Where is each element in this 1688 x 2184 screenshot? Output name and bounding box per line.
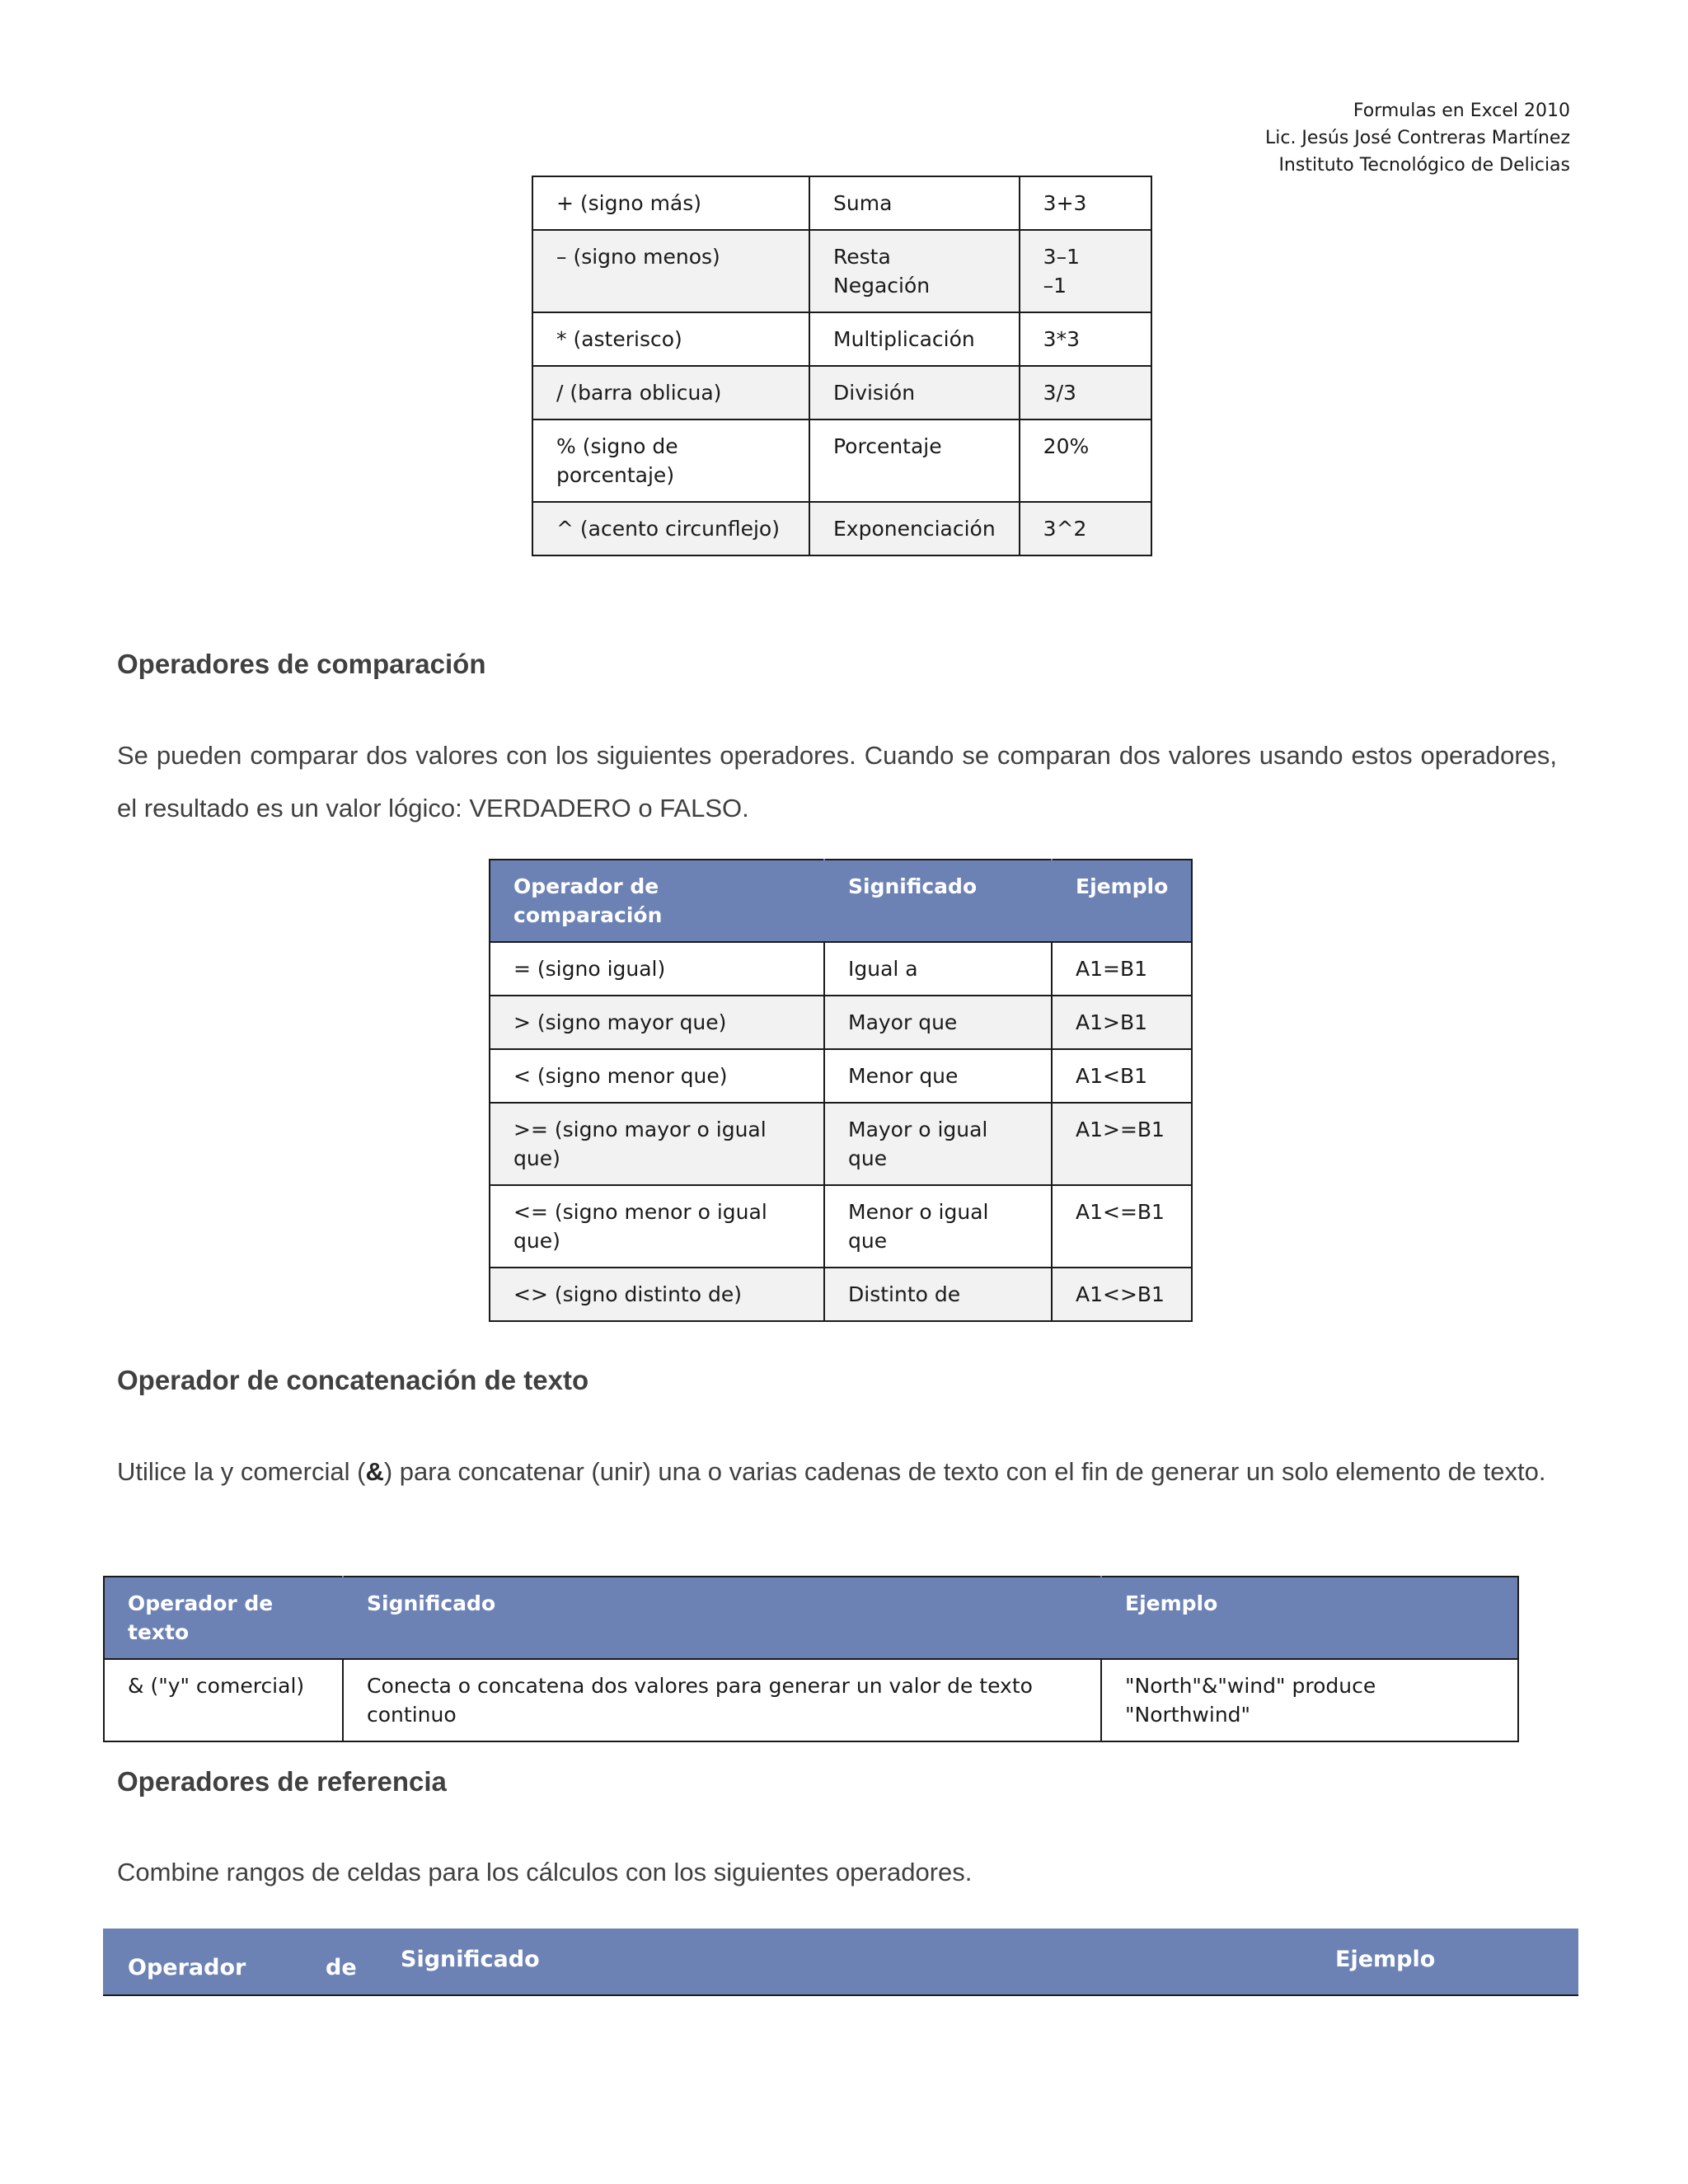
comparison-row xyxy=(490,996,1192,1049)
concat-cell-operator: & ("y" comercial) xyxy=(104,1659,343,1741)
comparison-cell-text: >= (signo mayor o igual que) xyxy=(513,1118,767,1170)
arith-cell-text: Negación xyxy=(833,274,931,298)
arith-cell-text: ^ (acento circunflejo) xyxy=(556,517,780,541)
arith-cell xyxy=(532,176,809,230)
reference-heading: Operadores de referencia xyxy=(117,1766,447,1797)
arith-row xyxy=(532,502,1151,555)
comparison-cell xyxy=(490,1103,824,1185)
header-institution: Instituto Tecnológico de Delicias xyxy=(1278,155,1570,176)
arith-cell-text: * (asterisco) xyxy=(556,327,682,351)
comparison-cell-text: = (signo igual) xyxy=(513,957,666,981)
arith-tbody xyxy=(532,176,1151,555)
comparison-cell-text: Distinto de xyxy=(848,1282,961,1306)
comparison-operators-table xyxy=(489,859,1193,1322)
comparison-cell xyxy=(490,1049,824,1103)
comparison-cell xyxy=(824,1268,1052,1321)
comparison-cell-text: > (signo mayor que) xyxy=(513,1010,727,1034)
arith-cell xyxy=(532,502,809,555)
arith-row xyxy=(532,366,1151,419)
comparison-cell xyxy=(1052,1185,1192,1268)
comparison-cell-text: A1>B1 xyxy=(1076,1010,1148,1034)
reference-header-de: de xyxy=(326,1955,357,1980)
arith-cell-text: –1 xyxy=(1043,274,1067,298)
arith-cell xyxy=(532,419,809,502)
concat-cell-meaning: Conecta o concatena dos valores para generar un valor de texto continuo xyxy=(343,1659,1101,1741)
comparison-heading: Operadores de comparación xyxy=(117,649,486,679)
comparison-cell-text: <> (signo distinto de) xyxy=(513,1282,743,1306)
arith-cell xyxy=(809,176,1020,230)
header-author: Lic. Jesús José Contreras Martínez xyxy=(1264,128,1570,148)
arith-cell xyxy=(1020,176,1151,230)
comparison-row xyxy=(490,1049,1192,1103)
comparison-row xyxy=(490,1268,1192,1321)
arith-cell-text: 3*3 xyxy=(1043,327,1080,351)
concat-header-operator: Operador de texto xyxy=(104,1577,343,1659)
comparison-cell xyxy=(1052,1103,1192,1185)
comparison-cell xyxy=(1052,996,1192,1049)
comparison-cell xyxy=(1052,1049,1192,1103)
arithmetic-operators-table xyxy=(532,176,1152,556)
comparison-cell-text: A1>=B1 xyxy=(1076,1118,1165,1141)
concat-operator-table xyxy=(103,1576,1519,1742)
reference-header-example: Ejemplo xyxy=(1335,1947,1436,1972)
reference-operators-table-header xyxy=(103,1929,1578,1996)
arith-cell-text: 3–1 xyxy=(1043,245,1080,269)
ampersand-bold: & xyxy=(365,1457,384,1486)
comparison-cell-text: A1<>B1 xyxy=(1076,1282,1165,1306)
concat-header-example: Ejemplo xyxy=(1101,1577,1518,1659)
arith-cell-text: + (signo más) xyxy=(556,191,702,215)
comparison-cell-text: Menor que xyxy=(848,1064,959,1088)
concat-heading: Operador de concatenación de texto xyxy=(117,1365,589,1395)
comparison-cell-text: A1=B1 xyxy=(1076,957,1148,981)
comparison-cell xyxy=(824,996,1052,1049)
comparison-tbody xyxy=(490,942,1192,1321)
arith-cell-text: – (signo menos) xyxy=(556,245,720,269)
comparison-row xyxy=(490,1103,1192,1185)
concat-header-meaning: Significado xyxy=(343,1577,1101,1659)
comparison-cell xyxy=(490,942,824,996)
arith-cell-text: 3/3 xyxy=(1043,381,1076,405)
arith-cell-text: Porcentaje xyxy=(833,434,942,458)
concat-paragraph-pre: Utilice la y comercial ( xyxy=(117,1457,366,1486)
arith-cell-text: 3^2 xyxy=(1043,517,1087,541)
arith-cell-text: % (signo de porcentaje) xyxy=(556,434,678,487)
comparison-cell-text: A1<B1 xyxy=(1076,1064,1148,1088)
comparison-cell xyxy=(824,1185,1052,1268)
arith-cell xyxy=(809,419,1020,502)
arith-cell-text: 20% xyxy=(1043,434,1090,458)
arith-cell-text: División xyxy=(833,381,916,405)
arith-cell xyxy=(809,502,1020,555)
arith-cell-text: / (barra oblicua) xyxy=(556,381,722,405)
comparison-cell-text: <= (signo menor o igual que) xyxy=(513,1200,767,1253)
arith-row xyxy=(532,176,1151,230)
arith-cell-text: 3+3 xyxy=(1043,191,1087,215)
reference-paragraph: Combine rangos de celdas para los cálculos con los siguientes operadores. xyxy=(117,1858,973,1886)
arith-cell xyxy=(809,366,1020,419)
arith-cell-text: Exponenciación xyxy=(833,517,996,541)
arith-cell-text: Resta xyxy=(833,245,891,269)
arith-cell xyxy=(1020,366,1151,419)
comparison-cell xyxy=(490,996,824,1049)
concat-paragraph-post: ) para concatenar (unir) una o varias cadenas de texto con el fin de generar un solo elemento de texto. xyxy=(383,1457,1546,1486)
comparison-row xyxy=(490,942,1192,996)
header-title: Formulas en Excel 2010 xyxy=(1353,101,1570,121)
comparison-cell xyxy=(490,1185,824,1268)
comparison-cell xyxy=(490,1268,824,1321)
arith-cell xyxy=(532,230,809,312)
comparison-cell-text: Menor o igual que xyxy=(848,1200,989,1253)
arith-cell xyxy=(532,312,809,366)
arith-cell xyxy=(809,312,1020,366)
comparison-paragraph: Se pueden comparar dos valores con los siguientes operadores. Cuando se comparan dos valores usando estos operadores, el resultado es un valor lógico: VERDADERO o FALSO. xyxy=(117,741,1557,823)
comparison-cell xyxy=(1052,942,1192,996)
arith-cell xyxy=(1020,312,1151,366)
arith-cell xyxy=(1020,419,1151,502)
comparison-header-example: Ejemplo xyxy=(1052,860,1192,942)
arith-row xyxy=(532,230,1151,312)
page-header xyxy=(1265,97,1570,179)
arith-cell-text: Multiplicación xyxy=(833,327,975,351)
comparison-header-operator: Operador de comparación xyxy=(490,860,824,942)
comparison-cell xyxy=(1052,1268,1192,1321)
reference-header-operador: Operador xyxy=(128,1955,246,1980)
arith-cell xyxy=(532,366,809,419)
comparison-cell-text: Mayor que xyxy=(848,1010,958,1034)
comparison-cell-text: Mayor o igual que xyxy=(848,1118,988,1170)
arith-cell-text: Suma xyxy=(833,191,893,215)
reference-header-meaning: Significado xyxy=(401,1947,540,1972)
arith-cell xyxy=(809,230,1020,312)
comparison-row xyxy=(490,1185,1192,1268)
comparison-cell-text: A1<=B1 xyxy=(1076,1200,1165,1224)
comparison-cell xyxy=(824,942,1052,996)
comparison-header-meaning: Significado xyxy=(824,860,1052,942)
arith-row xyxy=(532,419,1151,502)
concat-cell-example: "North"&"wind" produce "Northwind" xyxy=(1101,1659,1518,1741)
arith-row xyxy=(532,312,1151,366)
arith-cell xyxy=(1020,230,1151,312)
comparison-cell-text: < (signo menor que) xyxy=(513,1064,728,1088)
comparison-cell xyxy=(824,1103,1052,1185)
comparison-cell-text: Igual a xyxy=(848,957,918,981)
arith-cell xyxy=(1020,502,1151,555)
comparison-cell xyxy=(824,1049,1052,1103)
concat-paragraph xyxy=(117,1446,1557,1498)
